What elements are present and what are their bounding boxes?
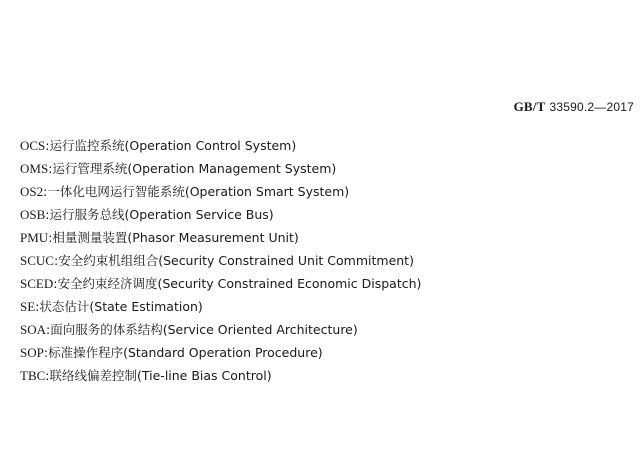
abbreviation-term: TBC (20, 368, 46, 383)
abbreviation-list (20, 134, 421, 387)
abbreviation-item (20, 157, 421, 180)
abbreviation-item (20, 134, 421, 157)
abbreviation-definition: 运行监控系统(Operation Control System) (49, 138, 297, 153)
abbreviation-item (20, 318, 421, 341)
abbreviation-term: SCED (20, 276, 54, 291)
abbreviation-separator: : (35, 299, 40, 314)
abbreviation-separator: : (53, 253, 59, 268)
abbreviation-item (20, 295, 421, 318)
abbreviation-separator: : (46, 322, 51, 337)
abbreviation-separator: : (43, 345, 49, 360)
abbreviation-separator: : (53, 276, 58, 291)
abbreviation-definition: 面向服务的体系结构(Service Oriented Architecture) (50, 322, 358, 337)
abbreviation-term: SE (20, 299, 36, 314)
abbreviation-definition: 安全约束经济调度(Security Constrained Economic Dispatch) (57, 276, 422, 291)
standard-number: 33590.2—2017 (549, 100, 634, 114)
abbreviation-separator: : (45, 138, 50, 153)
abbreviation-definition: 标准操作程序(Standard Operation Procedure) (48, 345, 323, 360)
abbreviation-term: OS2 (20, 184, 44, 199)
abbreviation-definition: 联络线偏差控制(Tie-line Bias Control) (49, 368, 272, 383)
abbreviation-item (20, 203, 421, 226)
abbreviation-item (20, 249, 421, 272)
abbreviation-definition: 状态估计(State Estimation) (39, 299, 203, 314)
abbreviation-term: OMS (20, 161, 49, 176)
abbreviation-item (20, 180, 421, 203)
abbreviation-item (20, 364, 421, 387)
abbreviation-term: OSB (20, 207, 46, 222)
standard-code-header (514, 99, 634, 115)
standard-label: GB/T (513, 99, 546, 114)
abbreviation-definition: 运行管理系统(Operation Management System) (52, 161, 337, 176)
abbreviation-definition: 安全约束机组组合(Security Constrained Unit Commitment) (58, 253, 414, 268)
abbreviation-term: SOP (20, 345, 44, 360)
abbreviation-definition: 相量测量装置(Phasor Measurement Unit) (52, 230, 299, 245)
abbreviation-item (20, 272, 421, 295)
abbreviation-term: OCS (20, 138, 46, 153)
abbreviation-separator: : (48, 230, 53, 245)
abbreviation-item (20, 341, 421, 364)
abbreviation-separator: : (45, 207, 50, 222)
abbreviation-definition: 一体化电网运行智能系统(Operation Smart System) (47, 184, 350, 199)
abbreviation-term: PMU (20, 230, 49, 245)
abbreviation-separator: : (45, 368, 50, 383)
abbreviation-definition: 运行服务总线(Operation Service Bus) (49, 207, 274, 222)
abbreviation-term: SOA (20, 322, 47, 337)
abbreviation-item (20, 226, 421, 249)
abbreviation-term: SCUC (20, 253, 54, 268)
abbreviation-separator: : (48, 161, 53, 176)
abbreviation-separator: : (43, 184, 48, 199)
